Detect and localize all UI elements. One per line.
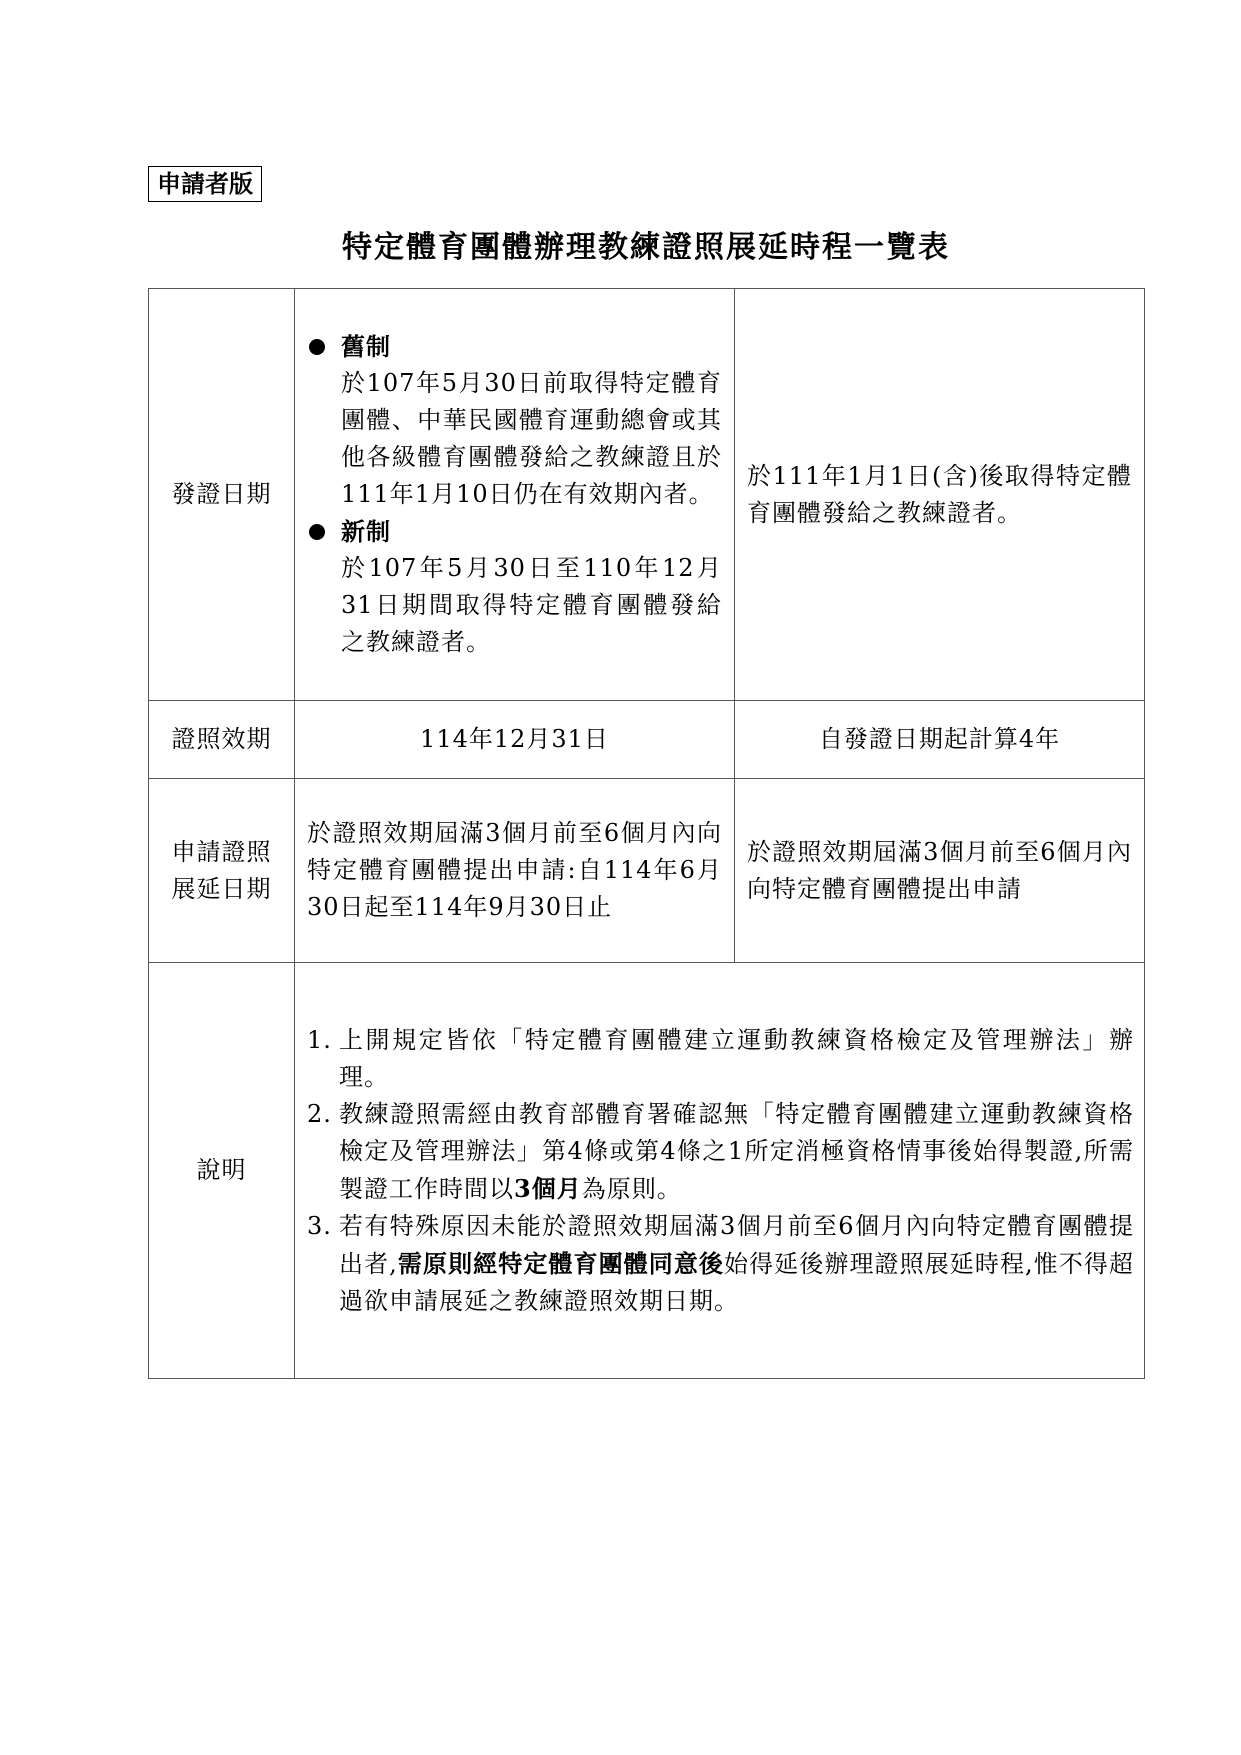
note-text-bold: 需原則經特定體育團體同意後 [397,1248,725,1278]
bullet-icon [309,524,325,540]
old-system-text: 於107年5月30日前取得特定體育團體、中華民國體育運動總會或其他各級體育團體發給之教練證且於111年1月10日仍在有效期內者。 [341,369,722,508]
row-label-issue-date: 發證日期 [149,289,295,701]
table-row-apply-extension [149,779,1145,963]
row-label-notes: 說明 [149,963,295,1379]
notes-cell [295,963,1145,1379]
note-text-after: 始得延後辦理證照展延時程,惟不得超過欲申請展延之教練證照效期日期。 [339,1249,1135,1315]
issue-date-new-cert-cell: 於111年1月1日(含)後取得特定體育團體發給之教練證者。 [735,289,1145,701]
note-number: 3. [307,1211,332,1240]
note-text-before: 教練證照需經由教育部體育署確認無「特定體育團體建立運動教練資格檢定及管理辦法」第4條或第4條之1所定消極資格情事後始得製證,所需製證工作時間以 [339,1099,1134,1203]
issue-date-old-new-cell [295,289,735,701]
apply-extension-new-cell: 於證照效期屆滿3個月前至6個月內向特定體育團體提出申請 [735,779,1145,963]
row-label-apply-extension [149,779,295,963]
new-system-title: 新制 [341,517,391,546]
notes-list [295,1022,1144,1320]
note-text [339,1208,1134,1320]
version-tag: 申請者版 [148,166,262,202]
old-system-heading [307,328,722,365]
table-row-validity [149,701,1145,779]
validity-date-cell: 114年12月31日 [295,701,735,779]
note-text-bold: 3個月 [514,1173,582,1203]
old-system-title: 舊制 [341,332,391,361]
table-row-notes [149,963,1145,1379]
validity-duration-cell: 自發證日期起計算4年 [735,701,1145,779]
row-label-validity: 證照效期 [149,701,295,779]
new-system-text: 於107年5月30日至110年12月31日期間取得特定體育團體發給之教練證者。 [341,554,722,656]
row-label-apply-line1: 申請證照 [171,837,272,866]
new-system-heading [307,513,722,550]
note-text-after: 為原則。 [581,1174,682,1203]
row-label-apply-line2: 展延日期 [171,874,272,903]
list-item [307,1096,1134,1208]
list-item [307,1208,1134,1320]
list-item [307,1022,1134,1096]
note-text: 上開規定皆依「特定體育團體建立運動教練資格檢定及管理辦法」辦理。 [339,1025,1134,1091]
apply-extension-old-cell: 於證照效期屆滿3個月前至6個月內向特定體育團體提出申請:自114年6月30日起至114年9月30日止 [295,779,735,963]
note-text-before: 若有特殊原因未能於證照效期屆滿3個月前至6個月內向特定體育團體提出者, [339,1211,1134,1278]
note-number: 1. [307,1025,332,1054]
document-title: 特定體育團體辦理教練證照展延時程一覽表 [342,230,950,265]
note-number: 2. [307,1099,332,1128]
extension-schedule-table [148,288,1145,1379]
note-text [339,1096,1134,1208]
bullet-icon [309,339,325,355]
table-row-issue-date [149,289,1145,701]
